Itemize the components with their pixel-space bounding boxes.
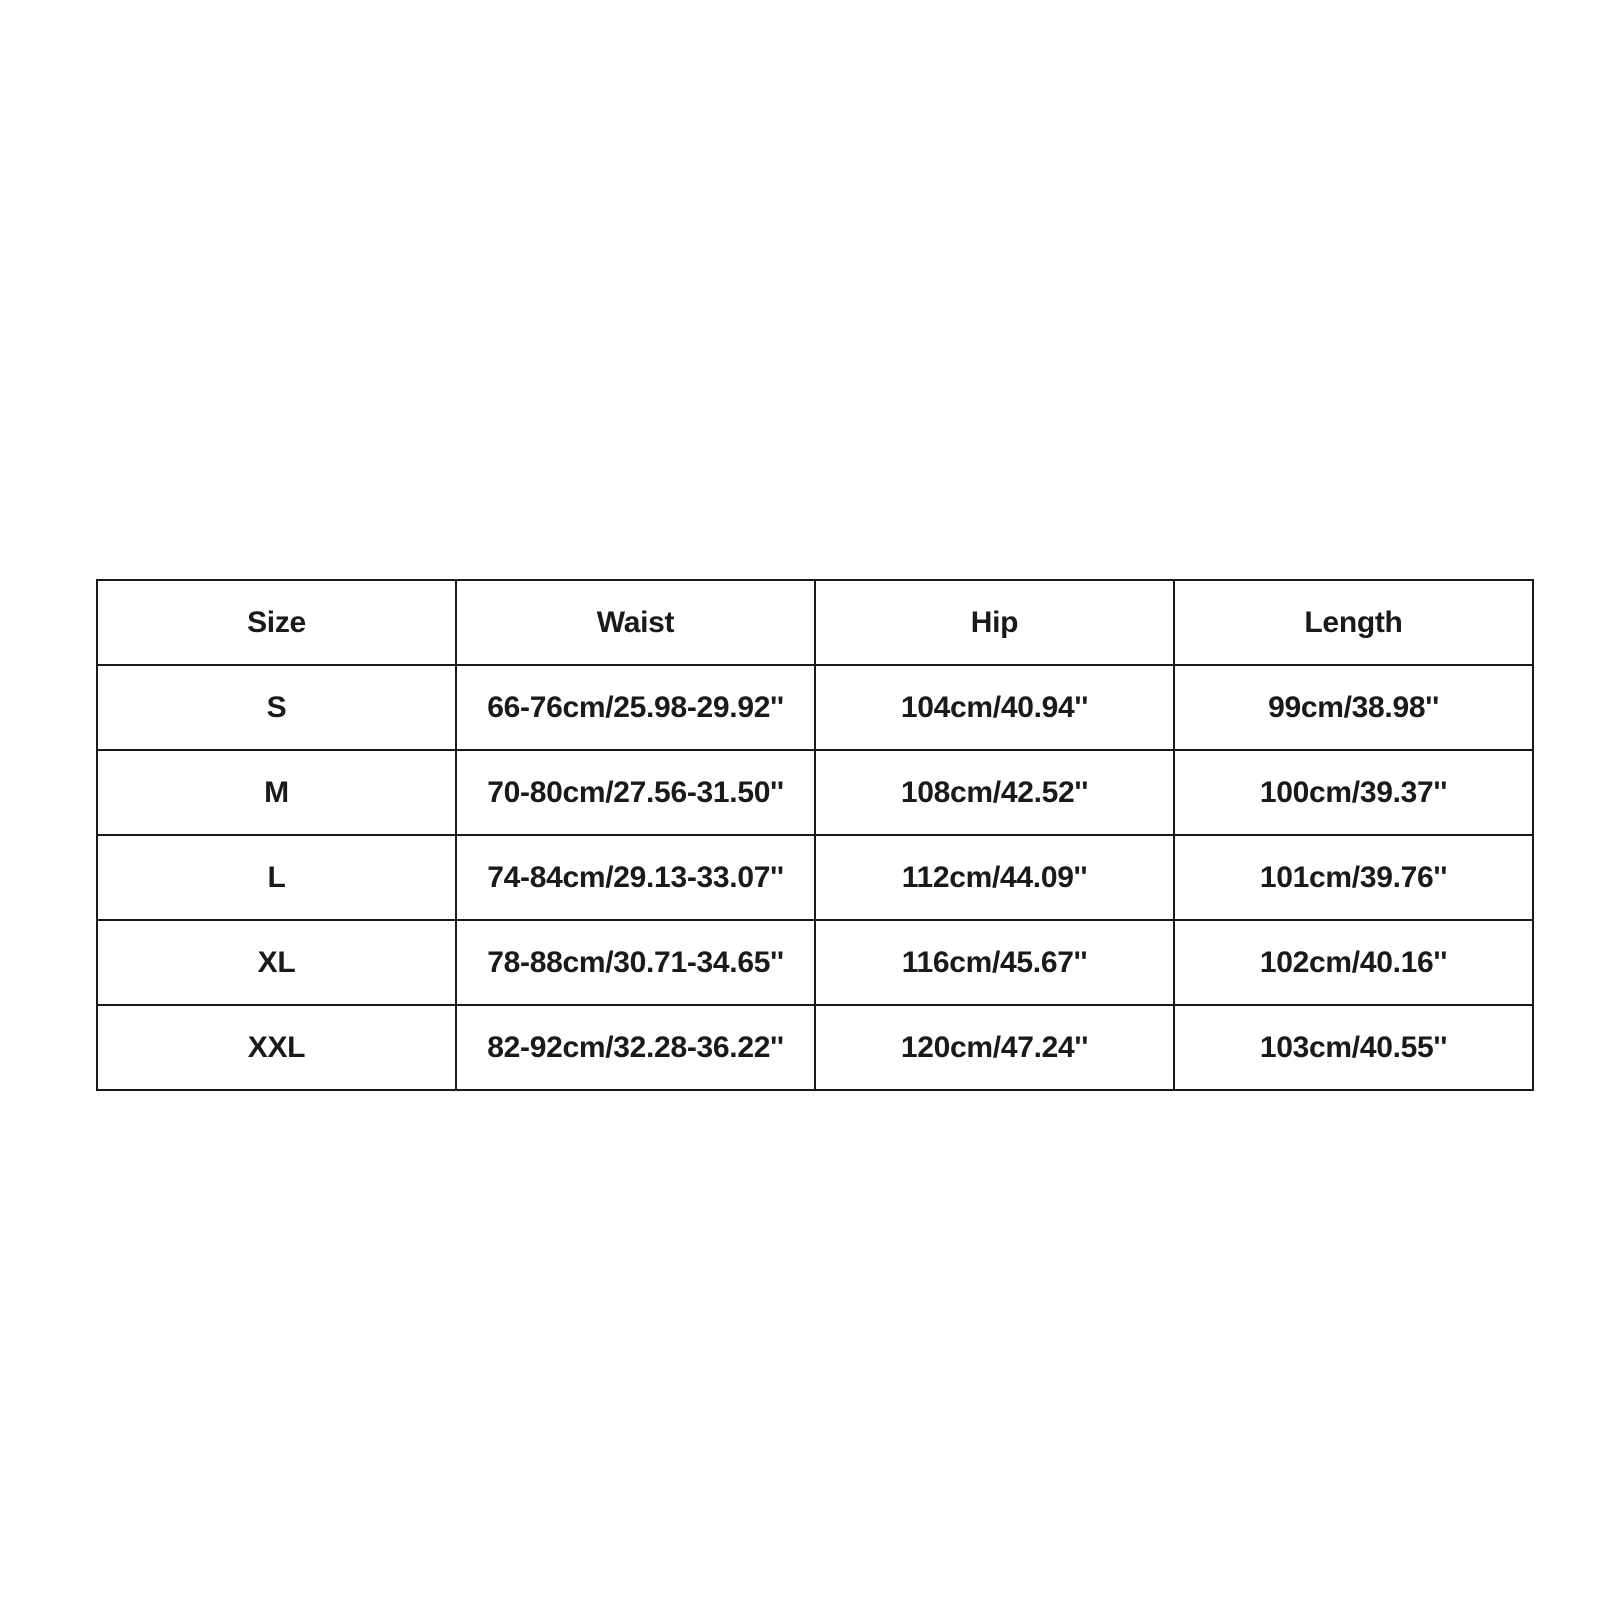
header-waist: Waist xyxy=(456,580,815,665)
waist-cell: 82-92cm/32.28-36.22'' xyxy=(456,1005,815,1090)
hip-cell: 116cm/45.67'' xyxy=(815,920,1174,1005)
hip-cell: 104cm/40.94'' xyxy=(815,665,1174,750)
size-cell: S xyxy=(97,665,456,750)
hip-cell: 120cm/47.24'' xyxy=(815,1005,1174,1090)
size-cell: XXL xyxy=(97,1005,456,1090)
length-cell: 101cm/39.76'' xyxy=(1174,835,1533,920)
header-hip: Hip xyxy=(815,580,1174,665)
table-row xyxy=(97,920,1533,1005)
hip-cell: 108cm/42.52'' xyxy=(815,750,1174,835)
waist-cell: 74-84cm/29.13-33.07'' xyxy=(456,835,815,920)
table-row xyxy=(97,665,1533,750)
header-row xyxy=(97,580,1533,665)
length-cell: 103cm/40.55'' xyxy=(1174,1005,1533,1090)
size-cell: M xyxy=(97,750,456,835)
hip-cell: 112cm/44.09'' xyxy=(815,835,1174,920)
header-length: Length xyxy=(1174,580,1533,665)
size-chart-table xyxy=(96,579,1534,1091)
header-size: Size xyxy=(97,580,456,665)
waist-cell: 66-76cm/25.98-29.92'' xyxy=(456,665,815,750)
table-row xyxy=(97,1005,1533,1090)
waist-cell: 70-80cm/27.56-31.50'' xyxy=(456,750,815,835)
table-row xyxy=(97,835,1533,920)
table-row xyxy=(97,750,1533,835)
size-cell: L xyxy=(97,835,456,920)
length-cell: 102cm/40.16'' xyxy=(1174,920,1533,1005)
length-cell: 99cm/38.98'' xyxy=(1174,665,1533,750)
length-cell: 100cm/39.37'' xyxy=(1174,750,1533,835)
waist-cell: 78-88cm/30.71-34.65'' xyxy=(456,920,815,1005)
size-cell: XL xyxy=(97,920,456,1005)
